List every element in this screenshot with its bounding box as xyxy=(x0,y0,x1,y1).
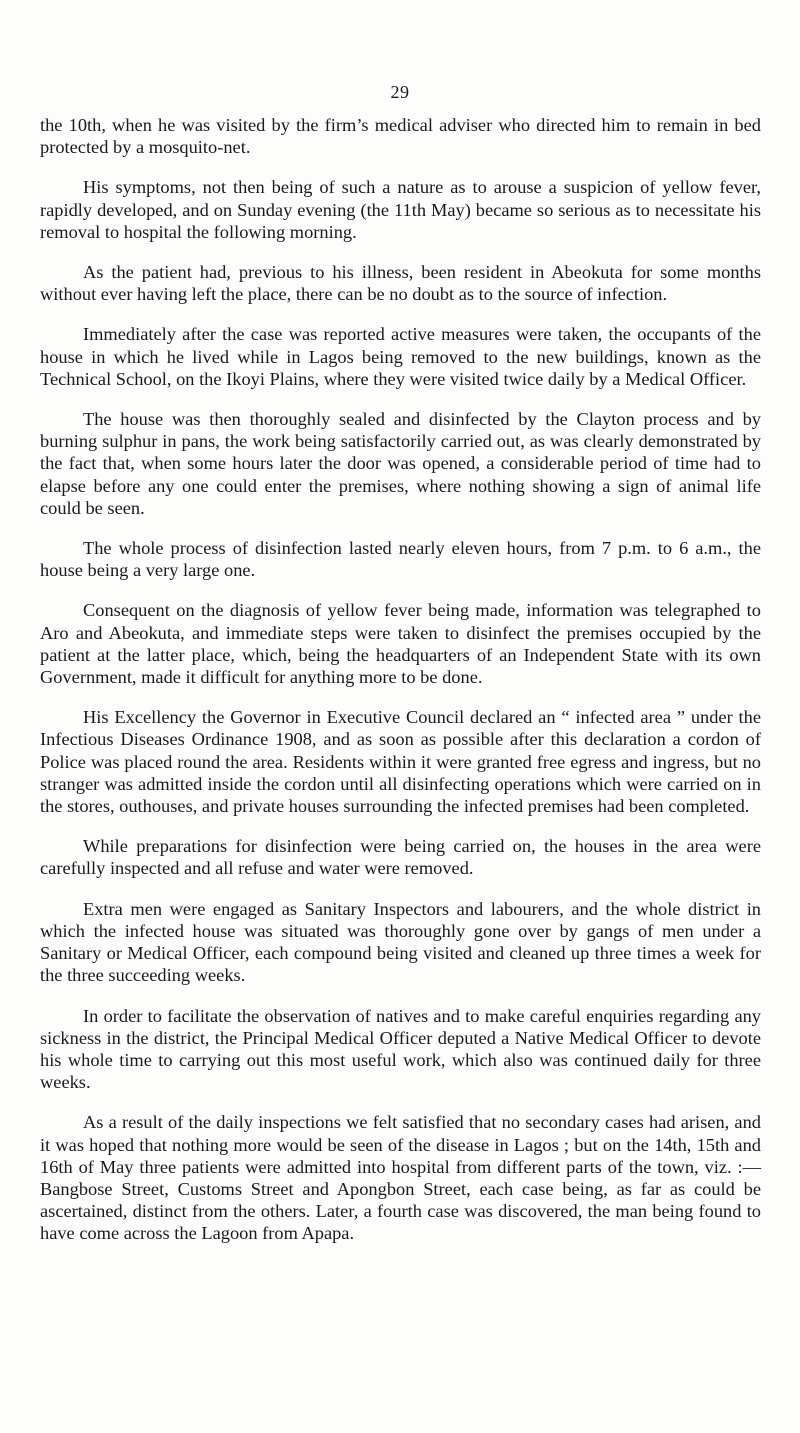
paragraph: While preparations for disinfection were being carried on, the houses in the area were carefully inspected and all refuse and water were removed. xyxy=(40,836,761,879)
paragraph: Immediately after the case was reported active measures were taken, the occupants of the house in which he lived while in Lagos being removed to the new buildings, known as the Technical School, on the Ikoyi Plains, where they were visited twice daily by a Medical Officer. xyxy=(40,324,761,389)
paragraph: As the patient had, previous to his illness, been resident in Abeokuta for some months without ever having left the place, there can be no doubt as to the source of infection. xyxy=(40,262,761,305)
page-number: 29 xyxy=(390,82,410,102)
body-text xyxy=(40,114,761,1263)
paragraph: In order to facilitate the observation of natives and to make careful enquiries regarding any sickness in the district, the Principal Medical Officer deputed a Native Medical Officer to devote his whole time to carrying out this most useful work, which also was continued daily for three weeks. xyxy=(40,1005,761,1093)
paragraph: The whole process of disinfection lasted nearly eleven hours, from 7 p.m. to 6 a.m., the house being a very large one. xyxy=(40,538,761,581)
paragraph: His symptoms, not then being of such a nature as to arouse a suspicion of yellow fever, rapidly developed, and on Sunday evening (the 11th May) became so serious as to necessitate his removal to hospital the following morning. xyxy=(40,177,761,242)
paragraph: Consequent on the diagnosis of yellow fever being made, information was telegraphed to Aro and Abeokuta, and immediate steps were taken to disinfect the premises occupied by the patient at the latter place, which, being the headquarters of an Independent State with its own Government, made it difficult for anything more to be done. xyxy=(40,600,761,688)
paragraph-continued: the 10th, when he was visited by the firm’s medical adviser who directed him to remain in bed protected by a mosquito-net. xyxy=(40,115,761,158)
paragraph: The house was then thoroughly sealed and disinfected by the Clayton process and by burning sulphur in pans, the work being satisfactorily carried out, as was clearly demonstrated by the fact that, when some hours later the door was opened, a considerable period of time had to elapse before any one could enter the premises, where nothing showing a sign of animal life could be seen. xyxy=(40,409,761,518)
paragraph: As a result of the daily inspections we felt satisfied that no secondary cases had arisen, and it was hoped that nothing more would be seen of the disease in Lagos ; but on the 14th, 15th and 16th of May three patients were admitted into hospital from different parts of the town, viz. :—Bangbose Street, Customs Street and Apongbon Street, each case being, as far as could be ascertained, distinct from the others. Later, a fourth case was discovered, the man being found to have come across the Lagoon from Apapa. xyxy=(40,1112,761,1244)
paragraph: Extra men were engaged as Sanitary Inspectors and labourers, and the whole district in which the infected house was situated was thoroughly gone over by gangs of men under a Sanitary or Medical Officer, each compound being visited and cleaned up three times a week for the three succeeding weeks. xyxy=(40,898,761,986)
paragraph: His Excellency the Governor in Executive Council declared an “ infected area ” under the Infectious Diseases Ordinance 1908, and as soon as possible after this declaration a cordon of Police was placed round the area. Residents within it were granted free egress and ingress, but no stranger was admitted inside the cordon until all disinfecting operations which were carried on in the stores, outhouses, and private houses surrounding the infected premises had been completed. xyxy=(40,707,761,817)
